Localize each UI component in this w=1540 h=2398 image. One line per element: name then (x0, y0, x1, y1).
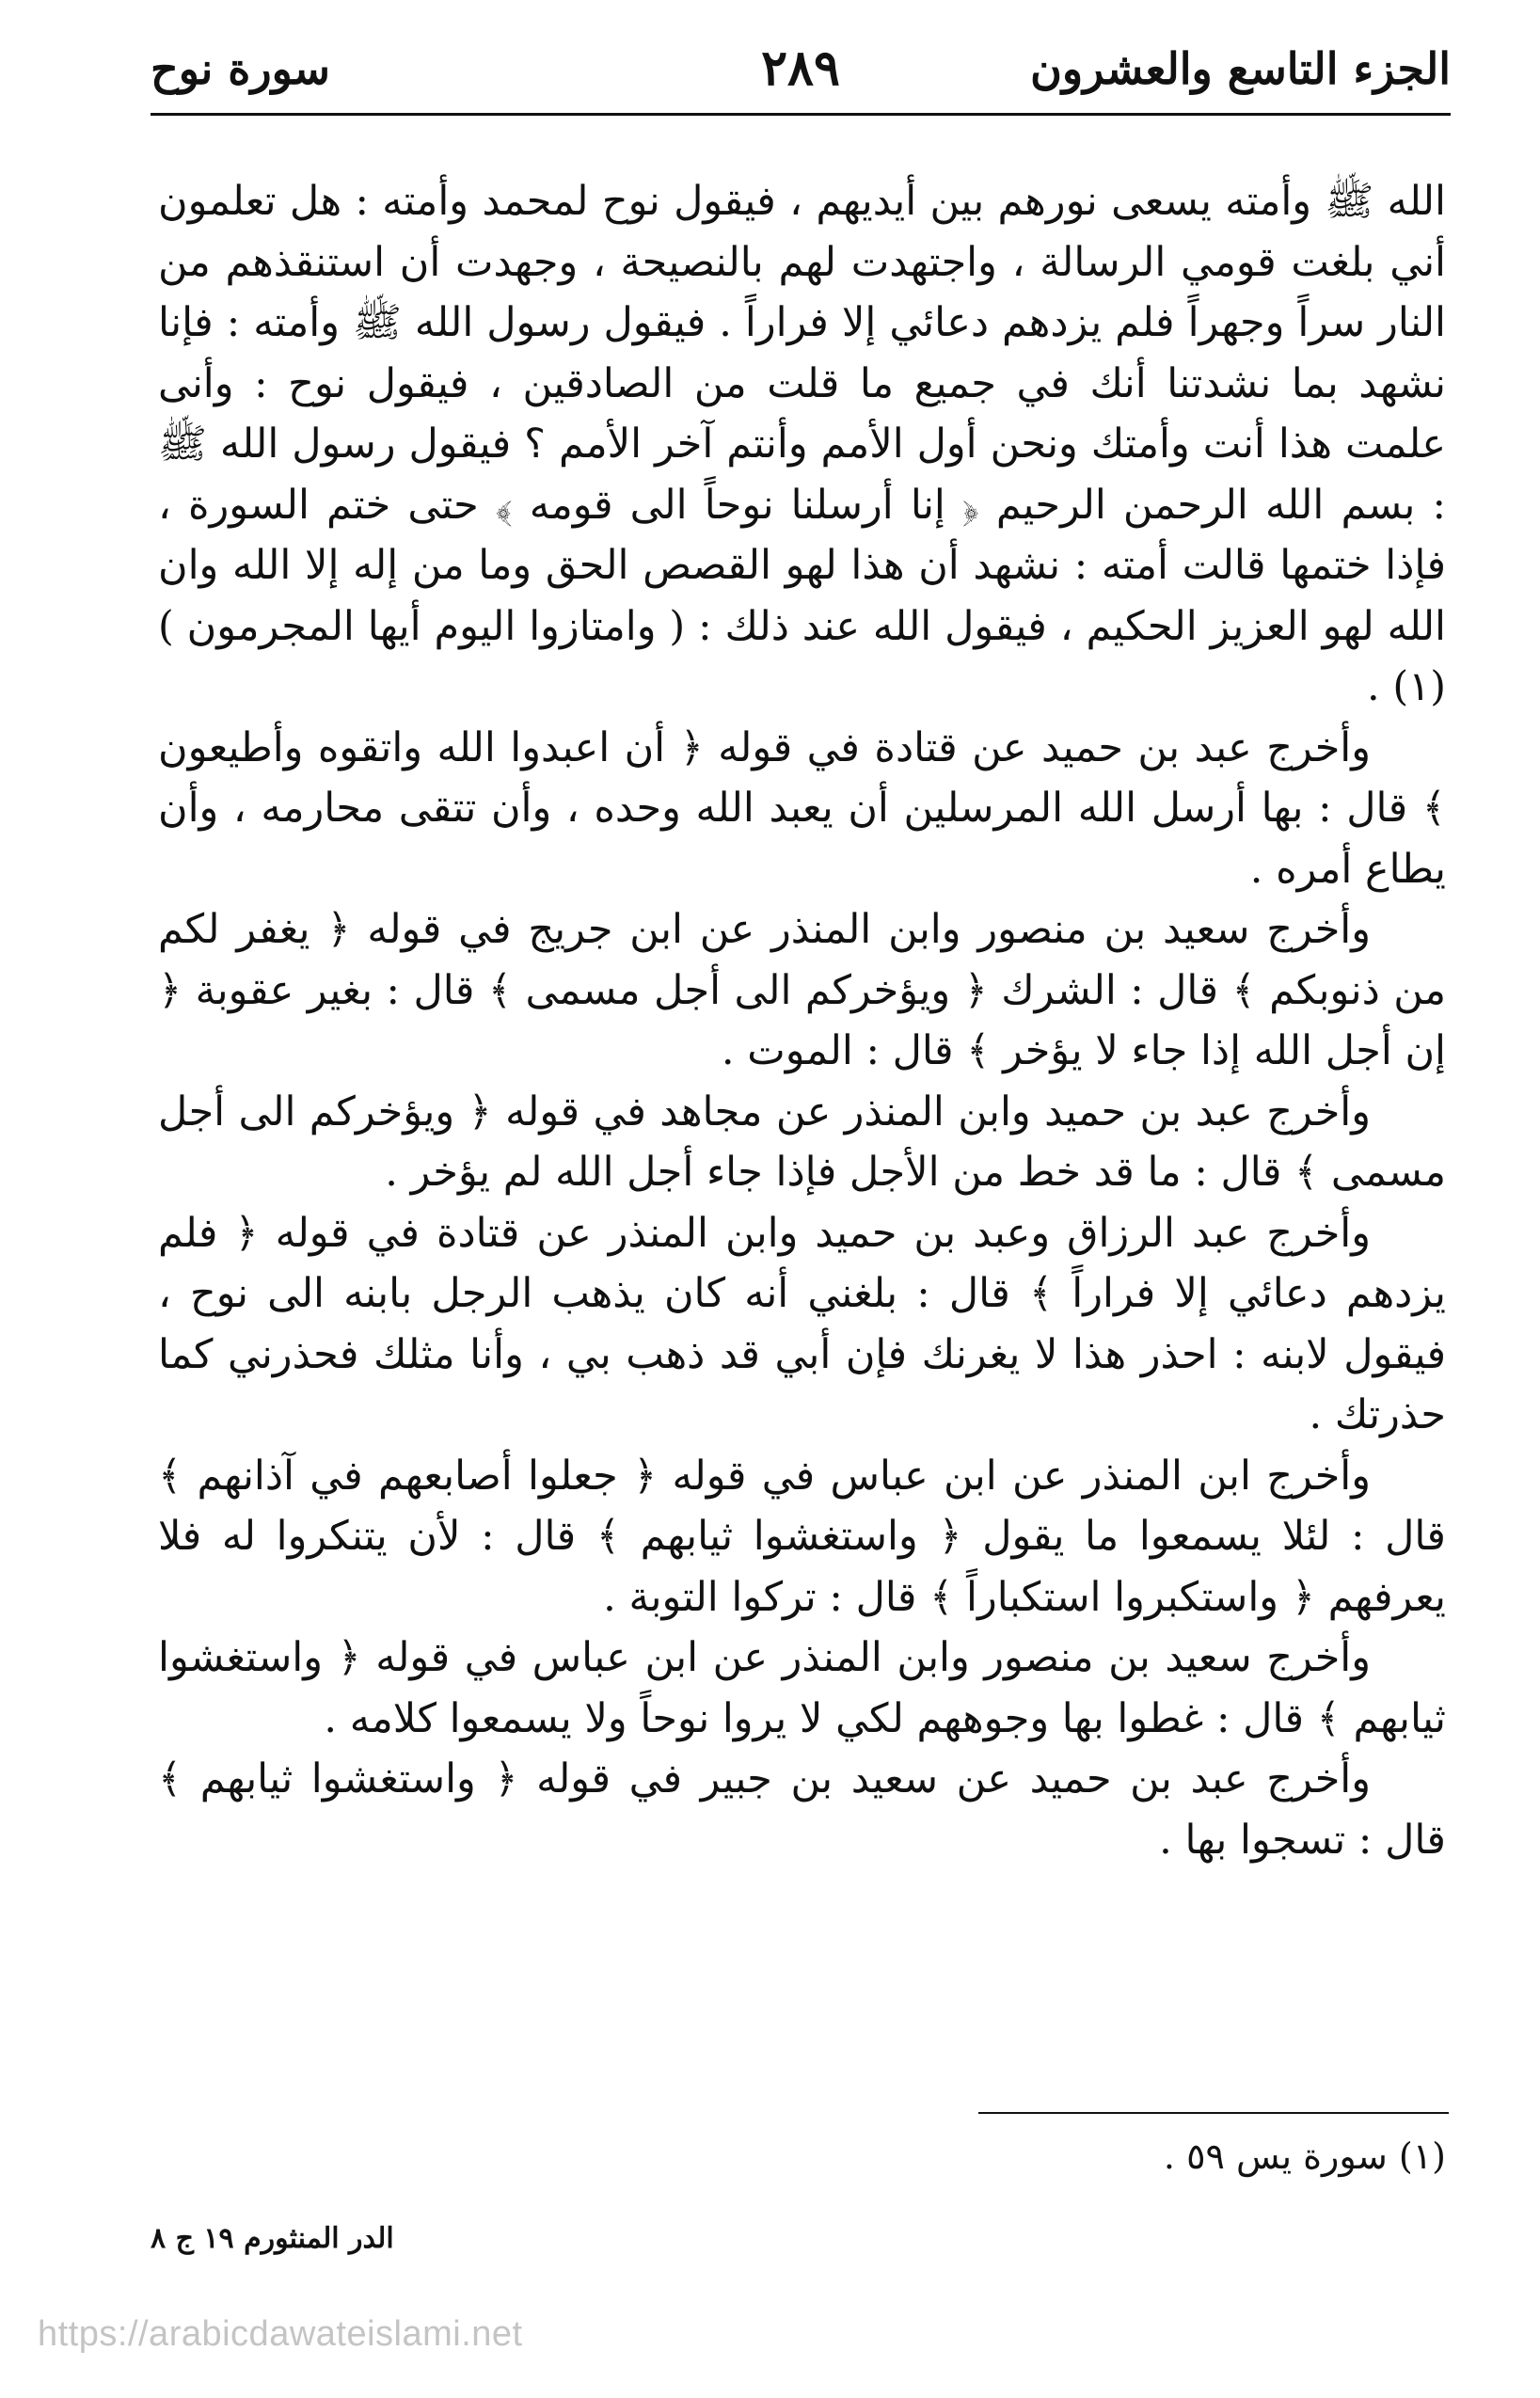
paragraph-5: وأخرج عبد الرزاق وعبد بن حميد وابن المنذر عن قتادة في قوله ﴿ فلم يزدهم دعائي إلا فراراً ﴾ قال : بلغني أنه كان يذهب الرجل بابنه الى نوح ، فيقول لابنه : احذر هذا لا يغرنك فإن أبي قد ذهب بي ، وأنا مثلك فحذرني كما حذرتك . (158, 1209, 1446, 1438)
main-text (158, 171, 1446, 1870)
page-number: ٢٨٩ (761, 40, 840, 97)
page-header (151, 26, 1451, 116)
header-divider (151, 113, 1451, 116)
footnote-divider (978, 2112, 1449, 2114)
part-title: الجزء التاسع والعشرون (1030, 43, 1451, 94)
paragraph-1: الله ﷺ وأمته يسعى نورهم بين أيديهم ، فيقول نوح لمحمد وأمته : هل تعلمون أني بلغت قومي الرسالة ، واجتهدت لهم بالنصيحة ، وجهدت أن استنقذهم من النار سراً وجهراً فلم يزدهم دعائي إلا فراراً . فيقول رسول الله ﷺ وأمته : فإنا نشهد بما نشدتنا أنك في جميع ما قلت من الصادقين ، فيقول نوح : وأنى علمت هذا أنت وأمتك ونحن أول الأمم وأنتم آخر الأمم ؟ فيقول رسول الله ﷺ : بسم الله الرحمن الرحيم ﴿ إنا أرسلنا نوحاً الى قومه ﴾ حتى ختم السورة ، فإذا ختمها قالت أمته : نشهد أن هذا لهو القصص الحق وما من إله إلا الله وان الله لهو العزيز الحكيم ، فيقول الله عند ذلك : ( وامتازوا اليوم أيها المجرمون )(١) . (158, 178, 1446, 710)
printer-signature: الدر المنثورم ١٩ ج ٨ (151, 2222, 394, 2255)
surah-title: سورة نوح (151, 43, 330, 94)
paragraph-4: وأخرج عبد بن حميد وابن المنذر عن مجاهد في قوله ﴿ ويؤخركم الى أجل مسمى ﴾ قال : ما قد خط من الأجل فإذا جاء أجل الله لم يؤخر . (158, 1088, 1446, 1196)
footnote: (١) سورة يس ٥٩ . (1163, 2136, 1446, 2177)
paragraph-3: وأخرج سعيد بن منصور وابن المنذر عن ابن جريج في قوله ﴿ يغفر لكم من ذنوبكم ﴾ قال : الشرك ﴿ ويؤخركم الى أجل مسمى ﴾ قال : بغير عقوبة ﴿ إن أجل الله إذا جاء لا يؤخر ﴾ قال : الموت . (158, 906, 1446, 1074)
paragraph-7: وأخرج سعيد بن منصور وابن المنذر عن ابن عباس في قوله ﴿ واستغشوا ثيابهم ﴾ قال : غطوا بها وجوههم لكي لا يروا نوحاً ولا يسمعوا كلامه . (158, 1634, 1446, 1742)
paragraph-8: وأخرج عبد بن حميد عن سعيد بن جبير في قوله ﴿ واستغشوا ثيابهم ﴾ قال : تسجوا بها . (158, 1755, 1446, 1864)
paragraph-6: وأخرج ابن المنذر عن ابن عباس في قوله ﴿ جعلوا أصابعهم في آذانهم ﴾ قال : لئلا يسمعوا ما يقول ﴿ واستغشوا ثيابهم ﴾ قال : لأن يتنكروا له فلا يعرفهم ﴿ واستكبروا استكباراً ﴾ قال : تركوا التوبة . (158, 1452, 1446, 1621)
watermark-url: https://arabicdawateislami.net (38, 2314, 523, 2354)
paragraph-2: وأخرج عبد بن حميد عن قتادة في قوله ﴿ أن اعبدوا الله واتقوه وأطيعون ﴾ قال : بها أرسل الله المرسلين أن يعبد الله وحده ، وأن تتقى محارمه ، وأن يطاع أمره . (158, 723, 1446, 893)
